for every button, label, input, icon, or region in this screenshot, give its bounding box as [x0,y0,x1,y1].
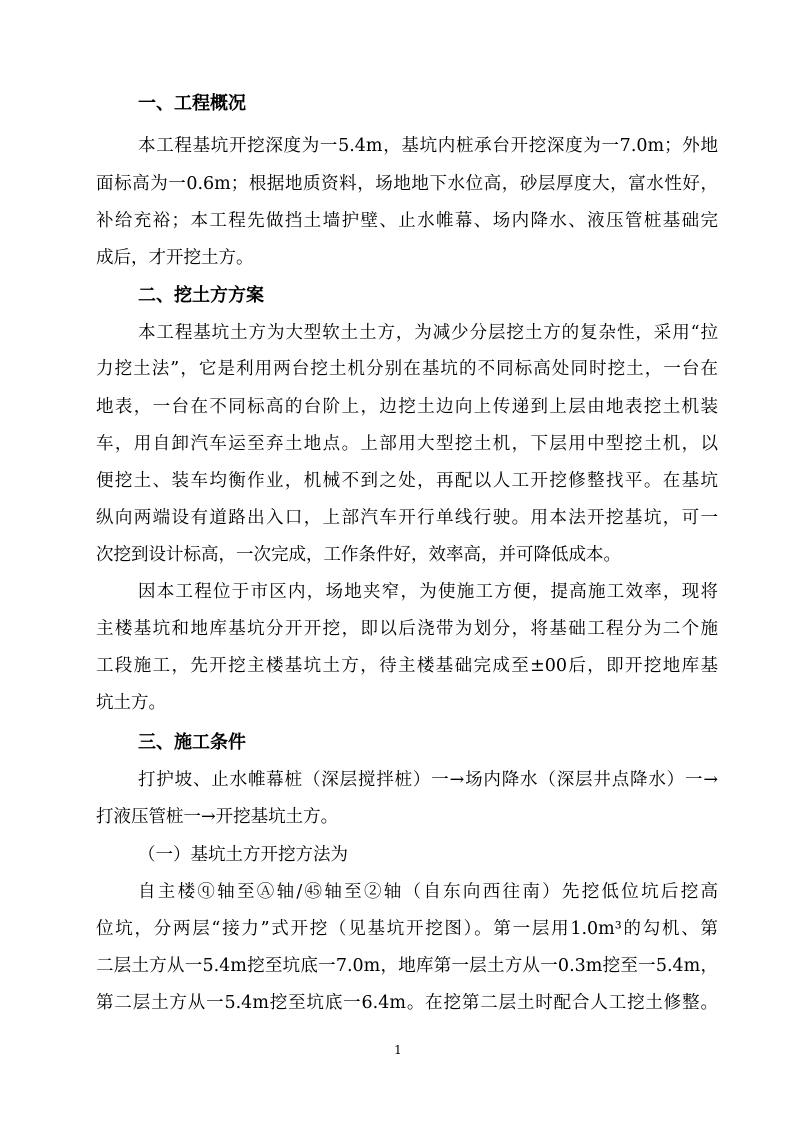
paragraph-line: 便挖土、装车均衡作业，机械不到之处，再配以人工开挖修整找平。在基坑 [96,471,718,491]
section-heading-conditions: 三、施工条件 [138,732,246,753]
paragraph-line: 地表，一台在不同标高的台阶上，边挖土边向上传递到上层由地表挖土机装 [96,397,718,417]
paragraph-line: 打护坡、止水帷幕桩（深层搅拌桩）一→场内降水（深层井点降水）一→ [138,770,718,790]
paragraph-line: 因本工程位于市区内，场地夹窄，为使施工方便，提高施工效率，现将 [138,582,718,602]
paragraph-line: 力挖土法”，它是利用两台挖土机分别在基坑的不同标高处同时挖土，一台在 [96,359,718,379]
paragraph-line: 自主楼ⓠ轴至Ⓐ轴/㊺轴至②轴（自东向西往南）先挖低位坑后挖高 [138,882,718,902]
paragraph-line: 第二层土方从一5.4m挖至坑底一6.4m。在挖第二层土时配合人工挖土修整。 [96,993,718,1013]
paragraph-line: 本工程基坑土方为大型软土土方，为减少分层挖土方的复杂性，采用“拉 [138,323,718,343]
paragraph-line: 坑土方。 [96,693,166,713]
paragraph-line: 车，用自卸汽车运至弃土地点。上部用大型挖土机，下层用中型挖土机，以 [96,434,718,454]
paragraph-line: 主楼基坑和地库基坑分开开挖，即以后浇带为划分，将基础工程分为二个施 [96,619,718,639]
section-heading-overview: 一、工程概况 [138,93,246,114]
paragraph-line: 面标高为一0.6m；根据地质资料，场地地下水位高，砂层厚度大，富水性好， [96,174,718,194]
paragraph-line: 成后，才开挖土方。 [96,248,254,268]
paragraph-line: 次挖到设计标高，一次完成，工作条件好，效率高，并可降低成本。 [96,545,621,565]
paragraph-line: 打液压管桩一→开挖基坑土方。 [96,807,339,827]
paragraph-line: 纵向两端设有道路出入口，上部汽车开行单线行驶。用本法开挖基坑，可一 [96,508,718,528]
subsection-heading: （一）基坑土方开挖方法为 [138,845,348,865]
section-heading-excavation-plan: 二、挖土方方案 [138,285,264,306]
paragraph-line: 工段施工，先开挖主楼基坑土方，待主楼基础完成至±00后，即开挖地库基 [96,656,718,676]
paragraph-line: 补给充裕；本工程先做挡土墙护壁、止水帷幕、场内降水、液压管桩基础完 [96,211,718,231]
paragraph-line: 二层土方从一5.4m挖至坑底一7.0m，地库第一层土方从一0.3m挖至一5.4m， [96,956,718,976]
paragraph-line: 位坑，分两层“接力”式开挖（见基坑开挖图）。第一层用1.0m³的勾机、第 [96,919,718,939]
page-number: 1 [394,1043,402,1057]
paragraph-line: 本工程基坑开挖深度为一5.4m，基坑内桩承台开挖深度为一7.0m；外地 [138,136,718,156]
